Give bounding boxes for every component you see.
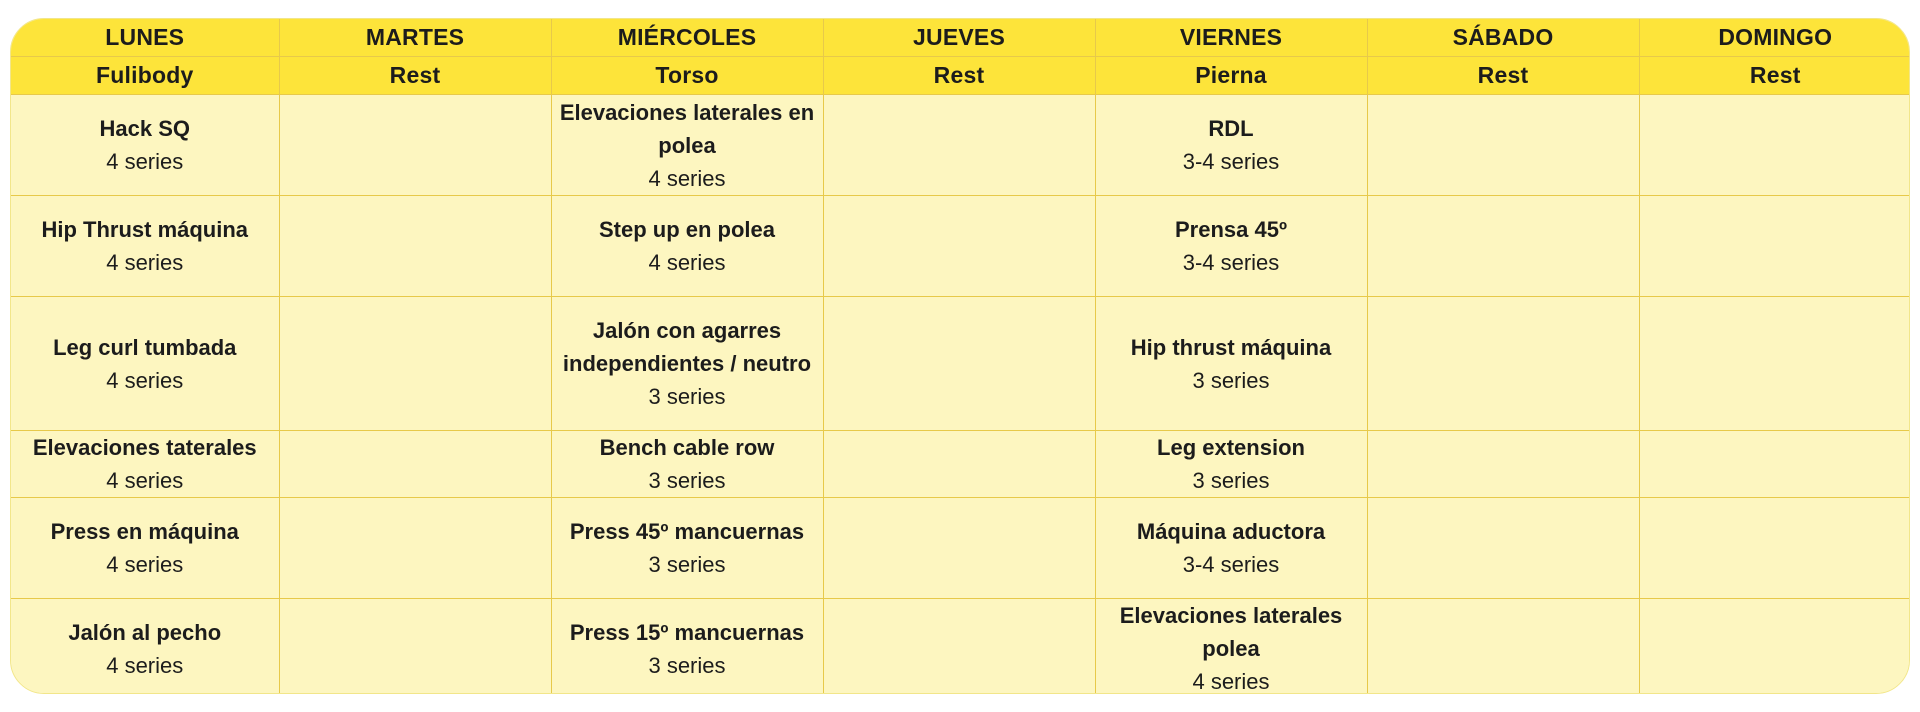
exercise-name: Bench cable row [599, 435, 775, 460]
exercise-name: Hack SQ [99, 116, 190, 141]
exercise-cell-sunday [1639, 599, 1910, 695]
exercise-cell-saturday [1367, 95, 1639, 196]
exercise-cell-wednesday [551, 95, 823, 196]
exercise-name: Jalón al pecho [68, 619, 222, 645]
exercise-cell-tuesday [279, 95, 551, 196]
exercise-name: Hip Thrust máquina [41, 217, 249, 242]
exercise-sets: 3 series [648, 552, 726, 577]
exercise-sets: 3 series [1192, 468, 1270, 493]
exercise-cell-friday [1095, 196, 1367, 297]
exercise-cell-tuesday [279, 498, 551, 599]
exercise-cell-friday [1095, 95, 1367, 196]
exercise-sets: 4 series [648, 250, 726, 275]
exercise-sets: 4 series [106, 367, 184, 393]
exercise-name: Leg curl tumbada [53, 334, 237, 360]
workout-type-monday: Fulibody [11, 57, 279, 95]
exercise-sets: 3 series [648, 468, 726, 493]
exercise-cell-wednesday [551, 196, 823, 297]
exercise-name: Press en máquina [50, 519, 239, 544]
exercise-sets: 4 series [1192, 669, 1270, 694]
exercise-row [11, 599, 1910, 695]
schedule-table [11, 19, 1910, 694]
exercise-cell-saturday [1367, 599, 1639, 695]
workout-type-tuesday: Rest [279, 57, 551, 95]
exercise-name: Prensa 45º [1175, 217, 1287, 242]
exercise-cell-thursday [823, 196, 1095, 297]
exercise-cell-thursday [823, 498, 1095, 599]
exercise-cell-monday [11, 95, 279, 196]
exercise-sets: 3-4 series [1182, 149, 1280, 174]
exercise-cell-wednesday [551, 297, 823, 431]
exercise-cell-monday [11, 196, 279, 297]
day-header-tuesday: MARTES [279, 19, 551, 57]
exercise-row [11, 297, 1910, 431]
workout-type-sunday: Rest [1639, 57, 1910, 95]
exercise-cell-saturday [1367, 196, 1639, 297]
exercise-sets: 3-4 series [1182, 250, 1280, 275]
exercise-cell-sunday [1639, 196, 1910, 297]
exercise-cell-sunday [1639, 297, 1910, 431]
exercise-sets: 4 series [106, 250, 184, 275]
day-header-row [11, 19, 1910, 57]
day-header-saturday: SÁBADO [1367, 19, 1639, 57]
workout-type-thursday: Rest [823, 57, 1095, 95]
exercise-cell-tuesday [279, 431, 551, 498]
exercise-name: Leg extension [1157, 435, 1305, 460]
day-header-friday: VIERNES [1095, 19, 1367, 57]
exercise-cell-friday [1095, 297, 1367, 431]
exercise-cell-thursday [823, 431, 1095, 498]
exercise-cell-monday [11, 297, 279, 431]
workout-type-friday: Pierna [1095, 57, 1367, 95]
workout-type-row [11, 57, 1910, 95]
exercise-sets: 4 series [106, 652, 184, 678]
day-header-sunday: DOMINGO [1639, 19, 1910, 57]
exercise-cell-friday [1095, 498, 1367, 599]
day-header-thursday: JUEVES [823, 19, 1095, 57]
exercise-sets: 3-4 series [1182, 552, 1280, 577]
exercise-cell-saturday [1367, 498, 1639, 599]
exercise-sets: 4 series [648, 165, 726, 191]
exercise-sets: 4 series [106, 149, 184, 174]
exercise-row [11, 498, 1910, 599]
exercise-cell-tuesday [279, 297, 551, 431]
exercise-sets: 3 series [648, 384, 726, 409]
exercise-cell-saturday [1367, 297, 1639, 431]
exercise-name: Step up en polea [598, 217, 776, 242]
workout-type-wednesday: Torso [551, 57, 823, 95]
exercise-name: Press 15º mancuernas [569, 619, 805, 645]
exercise-cell-friday [1095, 431, 1367, 498]
exercise-cell-thursday [823, 95, 1095, 196]
day-header-monday: LUNES [11, 19, 279, 57]
exercise-sets: 3 series [648, 652, 726, 678]
exercise-name: Máquina aductora [1136, 519, 1326, 544]
exercise-cell-monday [11, 498, 279, 599]
exercise-rows [11, 95, 1910, 695]
exercise-cell-monday [11, 599, 279, 695]
exercise-cell-wednesday [551, 599, 823, 695]
exercise-cell-saturday [1367, 431, 1639, 498]
exercise-name: Elevaciones laterales en polea [559, 99, 815, 158]
exercise-row [11, 431, 1910, 498]
exercise-cell-thursday [823, 297, 1095, 431]
exercise-cell-sunday [1639, 498, 1910, 599]
exercise-cell-thursday [823, 599, 1095, 695]
exercise-cell-wednesday [551, 431, 823, 498]
exercise-name: Press 45º mancuernas [569, 519, 805, 544]
exercise-name: Elevaciones taterales [32, 435, 257, 460]
exercise-cell-monday [11, 431, 279, 498]
exercise-row [11, 196, 1910, 297]
exercise-cell-wednesday [551, 498, 823, 599]
exercise-name: Jalón con agarres independientes / neutro [562, 318, 812, 376]
exercise-cell-tuesday [279, 599, 551, 695]
exercise-row [11, 95, 1910, 196]
exercise-sets: 3 series [1192, 367, 1270, 393]
exercise-cell-sunday [1639, 95, 1910, 196]
exercise-name: RDL [1208, 116, 1254, 141]
exercise-name: Elevaciones laterales polea [1119, 603, 1343, 661]
workout-type-saturday: Rest [1367, 57, 1639, 95]
exercise-cell-tuesday [279, 196, 551, 297]
day-header-wednesday: MIÉRCOLES [551, 19, 823, 57]
exercise-cell-friday [1095, 599, 1367, 695]
exercise-cell-sunday [1639, 431, 1910, 498]
exercise-sets: 4 series [106, 552, 184, 577]
weekly-training-schedule [10, 18, 1910, 694]
exercise-sets: 4 series [106, 468, 184, 493]
exercise-name: Hip thrust máquina [1130, 334, 1332, 360]
